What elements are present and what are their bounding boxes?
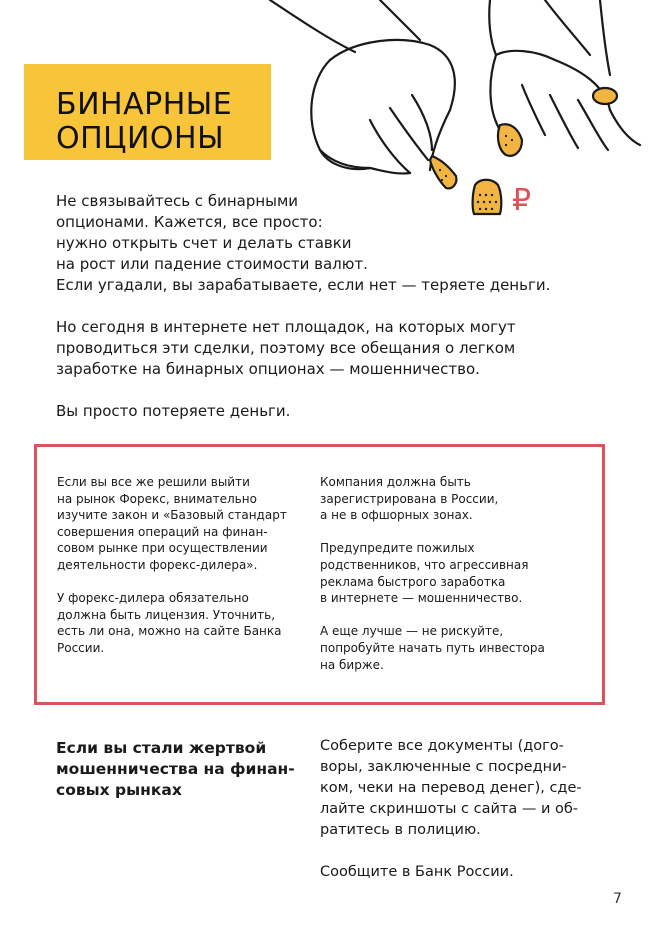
page-title <box>56 88 286 156</box>
victim-paragraph <box>320 862 610 883</box>
text-line: Не связывайтесь с бинарными <box>56 192 299 210</box>
text-line: А еще лучше — не рискуйте, <box>320 624 504 639</box>
intro-paragraph <box>56 317 616 380</box>
text-line: ратитесь в полицию. <box>320 822 481 838</box>
warning-paragraph <box>57 590 307 656</box>
text-line: проводиться эти сделки, поэтому все обещания о легком <box>56 339 516 357</box>
ruble-sign-icon: ₽ <box>512 183 532 218</box>
forex-warning-left-column <box>57 474 307 673</box>
warning-paragraph <box>320 474 580 524</box>
text-line: Но сегодня в интернете нет площадок, на которых могут <box>56 318 516 336</box>
warning-paragraph <box>57 474 307 574</box>
heading-line: Если вы стали жертвой <box>56 739 267 757</box>
text-line: на бирже. <box>320 657 384 672</box>
victim-section-heading <box>56 738 306 801</box>
text-line: Вы просто потеряете деньги. <box>56 402 291 420</box>
intro-paragraph <box>56 191 616 296</box>
text-line: Если угадали, вы зарабатываете, если нет — теряете деньги. <box>56 276 551 294</box>
text-line: У форекс-дилера обязательно <box>57 591 249 606</box>
text-line: реклама быстрого заработка <box>320 574 506 589</box>
text-line: родственников, что агрессивная <box>320 557 529 572</box>
text-line: опционами. Кажется, все просто: <box>56 213 323 231</box>
heading-line: мошенничества на финан- <box>56 760 295 778</box>
text-line: попробуйте начать путь инвестора <box>320 640 545 655</box>
text-line: воры, заключенные с посредни- <box>320 759 567 775</box>
text-line: деятельности форекс-дилера». <box>57 557 258 572</box>
text-line: ком, чеки на перевод денег), сде- <box>320 780 582 796</box>
text-line: Если вы все же решили выйти <box>57 475 250 489</box>
text-line: совершения операций на финан- <box>57 524 268 539</box>
text-line: зарегистрирована в России, <box>320 491 499 506</box>
text-line: России. <box>57 640 105 655</box>
warning-paragraph <box>320 540 580 606</box>
forex-warning-right-column <box>320 474 580 690</box>
text-line: а не в офшорных зонах. <box>320 508 473 523</box>
warning-paragraph <box>320 623 580 673</box>
victim-paragraph <box>320 736 610 841</box>
text-line: изучите закон и «Базовый стандарт <box>57 508 287 523</box>
text-line: Предупредите пожилых <box>320 541 475 556</box>
text-line: должна быть лицензия. Уточнить, <box>57 607 276 622</box>
victim-section-text <box>320 736 610 904</box>
text-line: есть ли она, можно на сайте Банка <box>57 624 282 639</box>
heading-line: совых рынках <box>56 781 182 799</box>
title-line: ОПЦИОНЫ <box>56 121 225 156</box>
text-line: Сообщите в Банк России. <box>320 864 514 880</box>
text-line: на рынок Форекс, внимательно <box>57 491 257 506</box>
intro-text <box>56 191 616 443</box>
text-line: совом рынке при осуществлении <box>57 541 268 556</box>
page-number: 7 <box>613 891 622 907</box>
text-line: в интернете — мошенничество. <box>320 591 523 606</box>
intro-paragraph <box>56 401 616 422</box>
title-line: БИНАРНЫЕ <box>56 87 233 122</box>
text-line: нужно открыть счет и делать ставки <box>56 234 352 252</box>
text-line: Соберите все документы (дого- <box>320 738 564 754</box>
text-line: на рост или падение стоимости валют. <box>56 255 368 273</box>
text-line: Компания должна быть <box>320 475 471 489</box>
text-line: заработке на бинарных опционах — мошенничество. <box>56 360 480 378</box>
text-line: лайте скриншоты с сайта — и об- <box>320 801 579 817</box>
